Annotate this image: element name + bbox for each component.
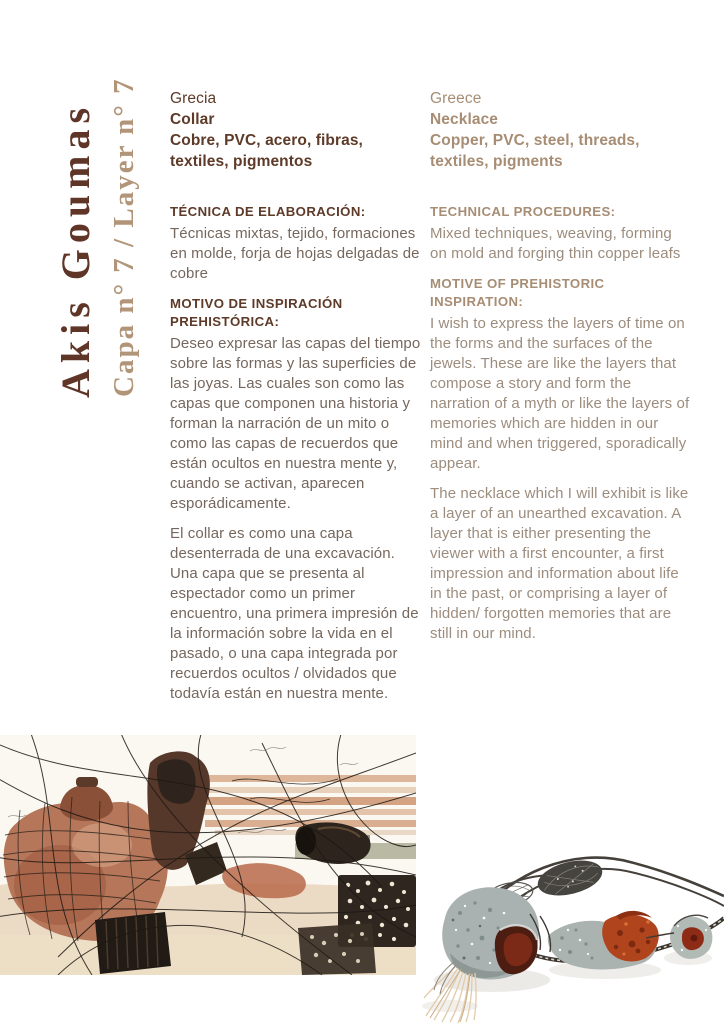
spanish-intro-block bbox=[170, 88, 422, 172]
motive-paragraph-2-en: The necklace which I will exhibit is like a layer of an unearthed excavation. A layer that is either presenting the viewer with a first encounter, a first impression and information about life in the past, or comprising a layer of hidden/ forgotten memories that are still in our mind. bbox=[430, 485, 689, 642]
layer-number-vertical: Capa n° 7 / Layer n° 7 bbox=[108, 77, 140, 397]
technique-body-en: Mixed techniques, weaving, forming on mold and forging thin copper leafs bbox=[430, 225, 681, 262]
artist-name-vertical: Akis Goumas bbox=[53, 101, 98, 398]
spanish-column bbox=[170, 88, 422, 714]
necklace-photo-image bbox=[420, 818, 724, 1024]
piece-label-en: Necklace bbox=[430, 111, 499, 128]
materials-en: Copper, PVC, steel, threads, textiles, pigments bbox=[430, 132, 640, 170]
technique-body-es: Técnicas mixtas, tejido, formaciones en molde, forja de hojas delgadas de cobre bbox=[170, 225, 420, 282]
motive-paragraph-1-en: I wish to express the layers of time on the forms and the surfaces of the jewels. These are like the layers that compose a story and form the narration of a myth or like the layers of memories which are hidden in our mind and when triggered, sporadically appear. bbox=[430, 315, 690, 472]
motive-paragraph-1-es: Deseo expresar las capas del tiempo sobre las formas y las superficies de las joyas. Las cuales son como las capas que componen una historia y forman la narración de un mito o como las capas de recuerdos que están ocultos en nuestra mente y, cuando se activan, aparecen esporádicamente. bbox=[170, 335, 421, 512]
technique-heading-es: TÉCNICA DE ELABORACIÓN: bbox=[170, 204, 366, 219]
technique-heading-en: TECHNICAL PROCEDURES: bbox=[430, 204, 616, 219]
piece-label-es: Collar bbox=[170, 111, 215, 128]
motive-heading-en: MOTIVE OF PREHISTORIC INSPIRATION: bbox=[430, 276, 605, 309]
sketch-artwork-image bbox=[0, 735, 416, 975]
country-label-en: Greece bbox=[430, 90, 482, 107]
materials-es: Cobre, PVC, acero, fibras, textiles, pigmentos bbox=[170, 132, 363, 170]
english-intro-block bbox=[430, 88, 690, 172]
lace-patch-2 bbox=[298, 923, 376, 975]
country-label-es: Grecia bbox=[170, 90, 217, 107]
motive-heading-es: MOTIVO DE INSPIRACIÓN PREHISTÓRICA: bbox=[170, 296, 343, 329]
pod-left bbox=[442, 887, 539, 979]
english-column bbox=[430, 88, 690, 654]
motive-paragraph-2-es: El collar es como una capa desenterrada de una excavación. Una capa que se presenta al espectador como un primer encuentro, una primera impresión de la información sobre la vida en el pasado, o una capa integrada por recuerdos ocultos / olvidados que todavía están en nuestra mente. bbox=[170, 525, 419, 702]
